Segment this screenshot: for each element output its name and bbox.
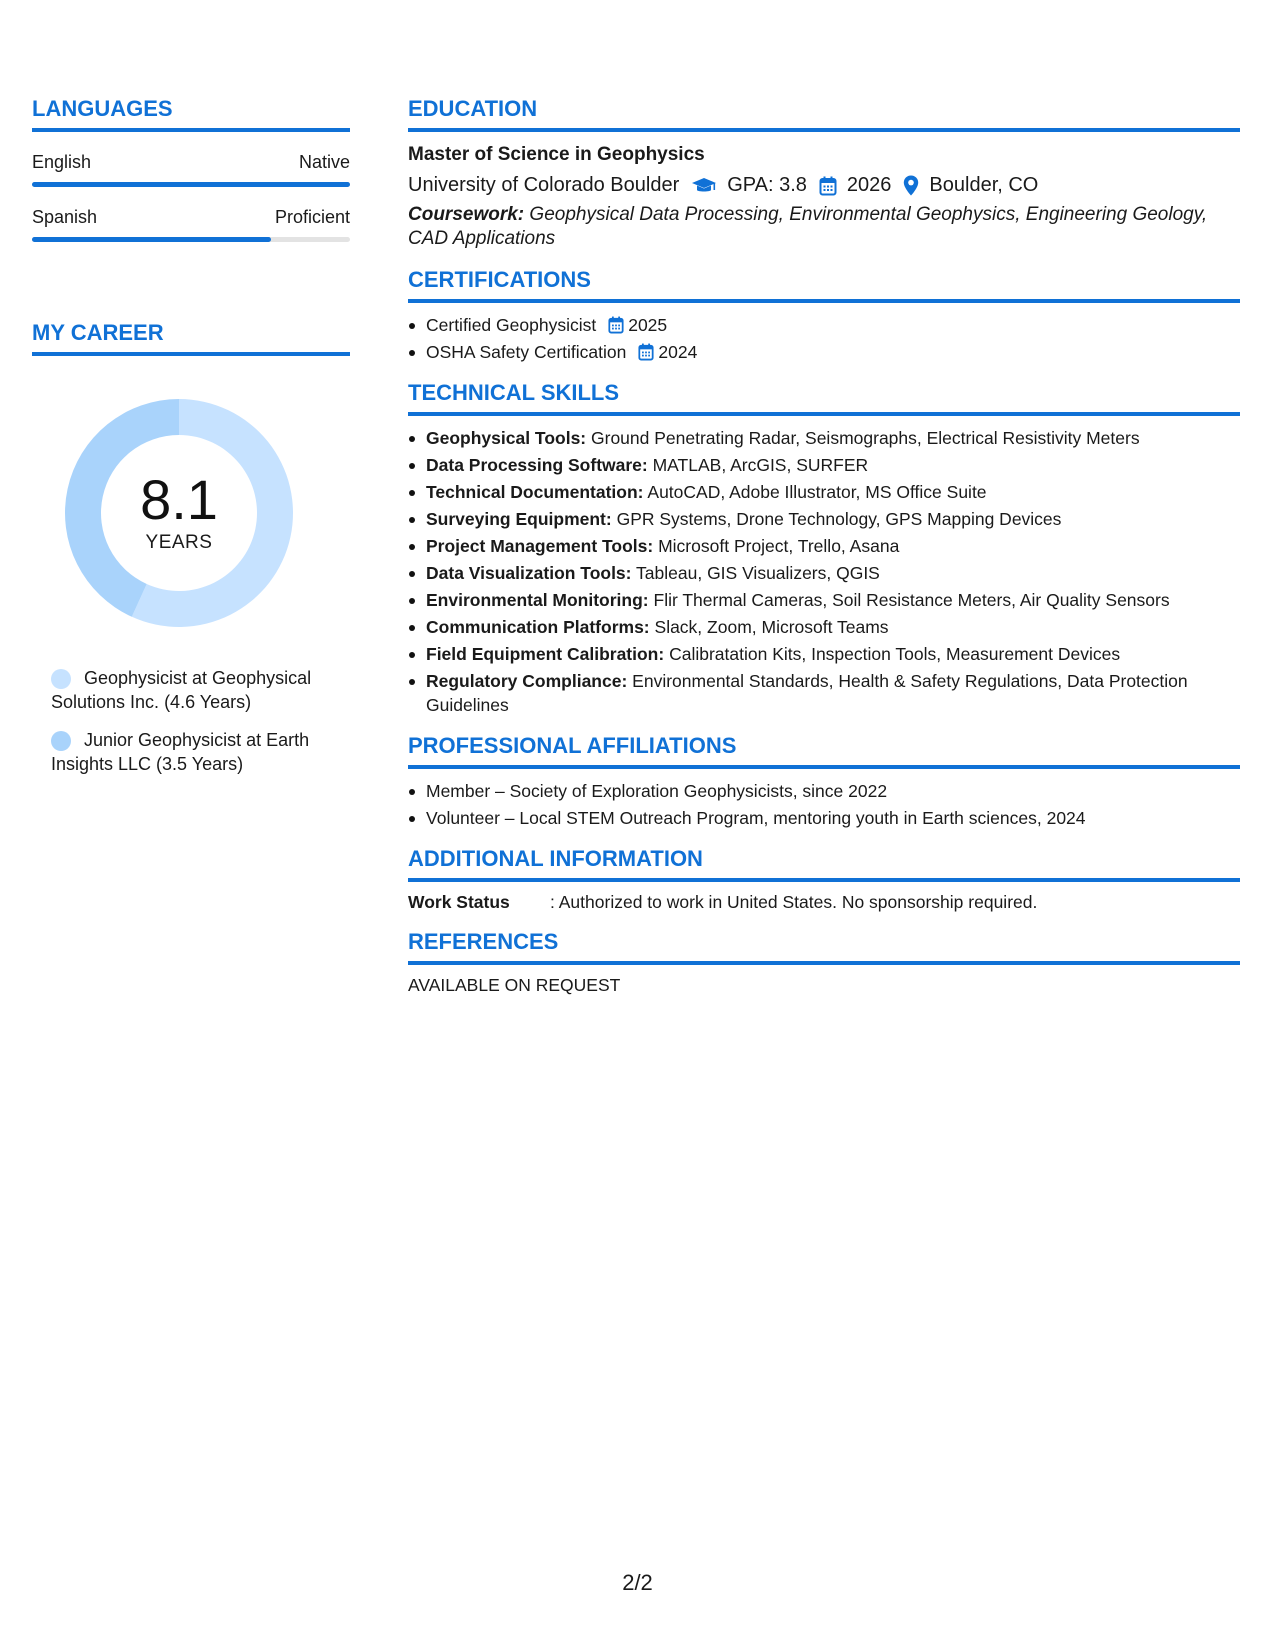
career-legend <box>51 666 350 776</box>
skill-text: Slack, Zoom, Microsoft Teams <box>654 617 889 637</box>
skill-label: Geophysical Tools: <box>426 428 587 448</box>
career-legend-item <box>51 666 350 714</box>
languages-section <box>32 96 350 242</box>
career-total-unit: YEARS <box>145 532 213 553</box>
language-level-fill <box>32 182 350 187</box>
degree-title: Master of Science in Geophysics <box>408 144 705 165</box>
certification-name: Certified Geophysicist <box>426 315 597 335</box>
skill-label: Data Processing Software: <box>426 455 648 475</box>
skill-text: Flir Thermal Cameras, Soil Resistance Meters, Air Quality Sensors <box>653 590 1170 610</box>
skill-text: Environmental Standards, Health & Safety Regulations, Data Protection Guidelines <box>426 671 1188 715</box>
affiliations-list <box>408 779 1240 830</box>
work-status-label: Work Status <box>408 892 510 912</box>
legend-dot <box>51 669 71 689</box>
career-legend-item <box>51 728 350 776</box>
gpa: GPA: 3.8 <box>727 174 807 196</box>
legend-dot <box>51 731 71 751</box>
certifications-heading: CERTIFICATIONS <box>408 267 1240 303</box>
affiliations-section <box>408 733 1240 830</box>
calendar-icon <box>819 176 837 196</box>
language-level-bar <box>32 237 350 242</box>
skill-label: Data Visualization Tools: <box>426 563 632 583</box>
certification-year: 2024 <box>658 342 698 362</box>
skill-text: MATLAB, ArcGIS, SURFER <box>652 455 869 475</box>
career-total-value: 8.1 <box>140 468 218 531</box>
left-column <box>32 96 350 790</box>
skill-text: Calibratation Kits, Inspection Tools, Measurement Devices <box>669 644 1121 664</box>
skill-item <box>408 534 1240 558</box>
work-status-row <box>408 892 1240 913</box>
references-text: AVAILABLE ON REQUEST <box>408 975 621 995</box>
career-donut-chart <box>64 398 294 628</box>
skill-label: Technical Documentation: <box>426 482 644 502</box>
language-level: Native <box>298 152 350 172</box>
skill-item <box>408 453 1240 477</box>
graduation-year: 2026 <box>846 174 892 196</box>
career-entry-text: Geophysicist at Geophysical Solutions Inc. (4.6 Years) <box>51 668 312 712</box>
graduation-cap-icon <box>691 177 717 195</box>
language-level-fill <box>32 237 271 242</box>
skill-item <box>408 615 1240 639</box>
right-column <box>408 96 1240 1012</box>
additional-info-heading: ADDITIONAL INFORMATION <box>408 846 1240 882</box>
coursework-label: Coursework: <box>408 204 525 225</box>
coursework-text: Geophysical Data Processing, Environmental Geophysics, Engineering Geology, CAD Applications <box>408 204 1208 249</box>
skill-item <box>408 669 1240 717</box>
certification-item <box>408 340 1240 364</box>
languages-list <box>32 152 350 242</box>
certifications-list <box>408 313 1240 364</box>
career-section <box>32 320 350 776</box>
certification-year: 2025 <box>628 315 668 335</box>
affiliation-item: Volunteer – Local STEM Outreach Program, mentoring youth in Earth sciences, 2024 <box>408 806 1240 830</box>
references-heading: REFERENCES <box>408 929 1240 965</box>
career-heading: MY CAREER <box>32 320 350 356</box>
career-entry-text: Junior Geophysicist at Earth Insights LLC (3.5 Years) <box>51 730 310 774</box>
affiliation-item: Member – Society of Exploration Geophysicists, since 2022 <box>408 779 1240 803</box>
skill-item <box>408 561 1240 585</box>
skills-list <box>408 426 1240 717</box>
skill-item <box>408 642 1240 666</box>
work-status-value: : Authorized to work in United States. No sponsorship required. <box>550 892 1038 912</box>
language-row <box>32 152 350 173</box>
skill-label: Project Management Tools: <box>426 536 654 556</box>
skill-text: AutoCAD, Adobe Illustrator, MS Office Suite <box>647 482 987 502</box>
skills-heading: TECHNICAL SKILLS <box>408 380 1240 416</box>
education-section <box>408 96 1240 251</box>
skill-label: Environmental Monitoring: <box>426 590 649 610</box>
skill-label: Field Equipment Calibration: <box>426 644 665 664</box>
donut-center <box>64 398 294 628</box>
skill-item <box>408 426 1240 450</box>
skill-label: Regulatory Compliance: <box>426 671 628 691</box>
affiliations-heading: PROFESSIONAL AFFILIATIONS <box>408 733 1240 769</box>
calendar-icon <box>638 343 654 361</box>
education-location: Boulder, CO <box>929 174 1039 196</box>
skill-item <box>408 507 1240 531</box>
skill-text: Tableau, GIS Visualizers, QGIS <box>636 563 880 583</box>
skill-text: Ground Penetrating Radar, Seismographs, Electrical Resistivity Meters <box>591 428 1140 448</box>
skill-item <box>408 480 1240 504</box>
calendar-icon <box>608 316 624 334</box>
languages-heading: LANGUAGES <box>32 96 350 132</box>
language-level-bar <box>32 182 350 187</box>
school-name: University of Colorado Boulder <box>408 174 680 196</box>
certification-name: OSHA Safety Certification <box>426 342 627 362</box>
skill-label: Surveying Equipment: <box>426 509 612 529</box>
language-row <box>32 207 350 228</box>
coursework <box>408 203 1240 251</box>
education-details <box>408 174 1240 197</box>
skill-item <box>408 588 1240 612</box>
page-number: 2/2 <box>622 1570 653 1595</box>
language-name: Spanish <box>32 207 98 227</box>
language-level: Proficient <box>274 207 350 227</box>
certification-item <box>408 313 1240 337</box>
skill-text: GPR Systems, Drone Technology, GPS Mapping Devices <box>616 509 1062 529</box>
skills-section <box>408 380 1240 717</box>
language-name: English <box>32 152 92 172</box>
certifications-section <box>408 267 1240 364</box>
skill-text: Microsoft Project, Trello, Asana <box>658 536 900 556</box>
additional-info-section <box>408 846 1240 913</box>
education-heading: EDUCATION <box>408 96 1240 132</box>
location-pin-icon <box>903 175 919 196</box>
references-section <box>408 929 1240 996</box>
skill-label: Communication Platforms: <box>426 617 650 637</box>
